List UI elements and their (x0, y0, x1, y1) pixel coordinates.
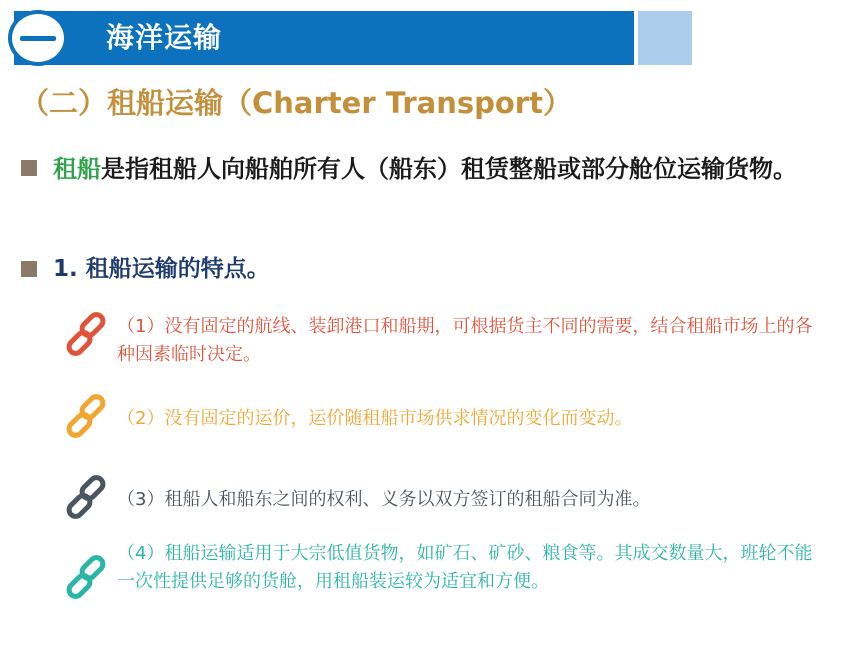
subheading: 1. 租船运输的特点。 (53, 256, 270, 282)
feature-item-3: （3）租船人和船东之间的权利、义务以双方签订的租船合同为准。 (117, 489, 651, 510)
bullet-square-icon (21, 160, 37, 176)
banner-title: 海洋运输 (106, 21, 223, 54)
bullet-square-icon (21, 261, 37, 277)
definition-text: 是指租船人向船舶所有人（船东）租赁整船或部分舱位运输货物。 (101, 155, 797, 183)
feature-item-2: （2）没有固定的运价，运价随租船市场供求情况的变化而变动。 (117, 408, 633, 429)
feature-item-1: （1）没有固定的航线、装卸港口和船期，可根据货主不同的需要，结合租船市场上的各种因素临时决定。 (117, 316, 813, 365)
section-number-badge (8, 10, 68, 66)
link-icon (62, 553, 110, 601)
definition-term: 租船 (53, 155, 101, 183)
link-icon (62, 310, 110, 358)
definition-paragraph (53, 143, 843, 195)
link-icon (62, 473, 110, 521)
link-icon (62, 392, 110, 440)
feature-item-4: （4）租船运输适用于大宗低值货物，如矿石、矿砂、粮食等。其成交数量大，班轮不能一次性提供足够的货舱，用租船装运较为适宜和方便。 (117, 543, 813, 592)
banner-accent-square (638, 11, 692, 65)
section-title: （二）租船运输（Charter Transport） (20, 86, 572, 120)
